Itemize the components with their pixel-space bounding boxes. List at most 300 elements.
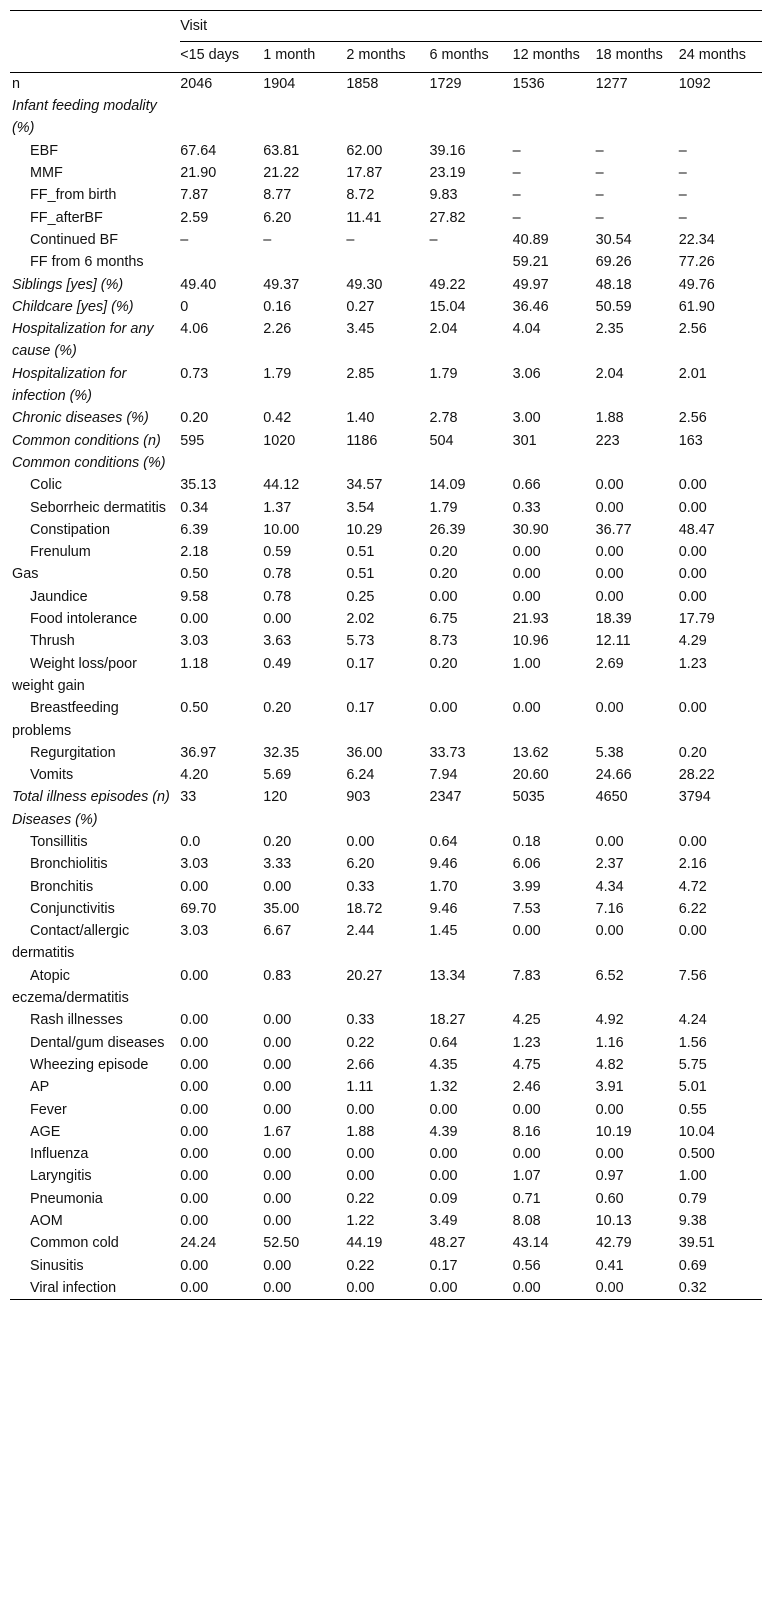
table-cell: 0.00 [346,1101,375,1118]
table-row [10,563,762,585]
table-row [10,251,762,273]
table-cell: 0.20 [429,655,458,672]
table-cell: 5.75 [678,1056,707,1073]
table-cell: 1.67 [263,1123,292,1140]
table-cell: 1904 [263,75,296,92]
table-row [10,430,762,452]
table-cell: 0.00 [595,566,624,583]
table-cell: 0.00 [263,1034,292,1051]
table-cell: 0.78 [263,566,292,583]
table-cell: 3.03 [180,856,209,873]
table-cell: 0.00 [512,588,541,605]
table-cell: 223 [595,432,620,449]
table-cell: – [678,142,687,159]
table-cell: 8.08 [512,1213,541,1230]
table-cell: 0.00 [180,1056,209,1073]
table-cell: 1.56 [678,1034,707,1051]
row-label: AP [30,1079,50,1096]
table-cell: 0.00 [429,1146,458,1163]
table-cell: 4.72 [678,878,707,895]
table-cell: 1.79 [263,365,292,382]
table-cell: 10.04 [678,1123,715,1140]
table-cell: 0.20 [180,410,209,427]
table-cell: 24.66 [595,767,632,784]
table-cell: 4.92 [595,1012,624,1029]
table-cell: 0 [180,298,189,315]
table-cell: 2.66 [346,1056,375,1073]
table-cell: 0.64 [429,833,458,850]
table-cell: – [678,187,687,204]
table-cell: 0.00 [180,1012,209,1029]
table-cell [429,452,512,474]
table-cell: 0.00 [595,544,624,561]
table-cell: 3.99 [512,878,541,895]
table-cell: 1186 [346,432,378,449]
table-cell: 6.20 [346,856,375,873]
table-cell: – [595,209,604,226]
table-cell [346,452,429,474]
row-label: FF from 6 months [30,254,144,271]
table-cell: 32.35 [263,744,300,761]
table-cell: 18.27 [429,1012,466,1029]
table-cell: 61.90 [678,298,715,315]
table-cell: 4.75 [512,1056,541,1073]
table-cell: 0.22 [346,1257,375,1274]
table-cell: 21.90 [180,165,217,182]
table-cell: 8.16 [512,1123,541,1140]
column-header: <15 days [180,42,263,73]
table-cell: 1.37 [263,499,292,516]
table-row [10,407,762,429]
column-header: 6 months [429,42,512,73]
table-cell: 23.19 [429,165,466,182]
table-row [10,318,762,363]
table-row [10,630,762,652]
row-label: Viral infection [10,1277,180,1300]
table-cell: 4.06 [180,321,209,338]
table-cell: 0.16 [263,298,292,315]
column-header: 2 months [346,42,429,73]
table-cell: 0.51 [346,566,375,583]
row-label: Bronchitis [30,878,94,895]
table-cell: 0.00 [512,1101,541,1118]
table-cell: 0.73 [180,365,209,382]
table-cell: 43.14 [512,1235,549,1252]
table-cell: 0.00 [263,611,292,628]
table-cell: – [346,231,355,248]
table-cell: 2.85 [346,365,375,382]
row-label: Vomits [30,767,74,784]
table-cell: 2.35 [595,321,624,338]
table-cell: 0.50 [180,566,209,583]
row-label: Frenulum [30,544,91,561]
row-label: Seborrheic dermatitis [30,499,166,516]
table-cell: 0.00 [512,700,541,717]
table-cell: 14.09 [429,477,466,494]
table-row [10,497,762,519]
table-cell: 0.00 [180,611,209,628]
table-cell: 0.17 [429,1257,458,1274]
table-cell: 0.00 [263,1056,292,1073]
table-cell: 1.88 [346,1123,375,1140]
table-cell: 0.00 [180,1101,209,1118]
table-header [10,11,762,73]
table-cell: 4.04 [512,321,541,338]
row-label: Infant feeding modality (%) [12,98,157,137]
data-table [10,10,762,1300]
table-cell: 0.00 [678,588,707,605]
table-cell: 10.13 [595,1213,632,1230]
table-cell: 27.82 [429,209,466,226]
table-cell: 0.00 [429,1101,458,1118]
table-cell: 21.22 [263,165,300,182]
table-cell: 36.00 [346,744,383,761]
table-cell: 1.79 [429,499,458,516]
table-cell: 0.49 [263,655,292,672]
row-label: Rash illnesses [30,1012,123,1029]
table-cell: 4.34 [595,878,624,895]
table-cell: 0.00 [512,923,541,940]
table-row [10,1188,762,1210]
table-row [10,920,762,965]
table-row [10,786,762,808]
table-cell: 28.22 [678,767,715,784]
table-cell [429,251,512,273]
table-row [10,586,762,608]
row-label: Pneumonia [30,1190,103,1207]
table-cell: 6.75 [429,611,458,628]
table-cell: 0.20 [429,544,458,561]
table-cell: 0.00 [512,1146,541,1163]
table-cell: 77.26 [678,254,715,271]
table-cell: 4.25 [512,1012,541,1029]
table-cell: 1.88 [595,410,624,427]
table-cell: 595 [180,432,205,449]
table-cell: 0.00 [595,588,624,605]
table-cell: 2.18 [180,544,209,561]
table-cell: 1.40 [346,410,375,427]
table-cell: 0.500 [678,1146,715,1163]
table-cell: 48.27 [429,1235,466,1252]
table-cell: 1.16 [595,1034,624,1051]
row-label: Sinusitis [30,1257,84,1274]
table-cell: 0.00 [263,1079,292,1096]
table-cell: 301 [512,432,537,449]
table-cell: – [512,187,521,204]
table-cell: 1.45 [429,923,458,940]
table-cell: 163 [678,432,703,449]
table-cell: 44.12 [263,477,300,494]
table-cell: 2.01 [678,365,707,382]
table-cell: 0.33 [346,1012,375,1029]
table-cell: 0.27 [346,298,375,315]
table-cell [679,809,762,831]
row-label: Conjunctivitis [30,900,115,917]
table-cell: 13.34 [429,967,466,984]
table-cell [596,452,679,474]
table-cell: 2347 [429,789,462,806]
table-cell: 0.79 [678,1190,707,1207]
table-row [10,1054,762,1076]
table-cell: 30.54 [595,231,632,248]
row-label: MMF [30,165,63,182]
table-cell: 2.56 [678,321,707,338]
table-row [10,140,762,162]
row-label: Total illness episodes (n) [12,789,170,806]
table-cell: 1.00 [512,655,541,672]
table-cell: 3.54 [346,499,375,516]
table-cell: 0.00 [180,1146,209,1163]
row-label: AOM [30,1213,63,1230]
table-cell: 0.18 [512,833,541,850]
table-cell: 5.38 [595,744,624,761]
table-cell: 0.00 [180,1277,263,1300]
table-row [10,1143,762,1165]
table-cell: 10.00 [263,521,300,538]
table-cell: 0.00 [595,477,624,494]
table-cell: – [512,165,521,182]
table-cell: 20.60 [512,767,549,784]
table-cell: 49.97 [512,276,549,293]
table-cell: 0.00 [595,833,624,850]
table-cell: 0.34 [180,499,209,516]
table-row [10,697,762,742]
row-label: Siblings [yes] (%) [12,276,124,293]
table-cell: 6.20 [263,209,292,226]
table-cell: 0.59 [263,544,292,561]
table-cell [513,95,596,140]
table-row [10,1165,762,1187]
table-cell: 12.11 [595,633,631,650]
table-cell: 0.09 [429,1190,458,1207]
table-cell: 0.0 [180,833,201,850]
row-label: Diseases (%) [12,811,98,828]
table-cell: 3.45 [346,321,375,338]
table-cell: 22.34 [678,231,715,248]
table-cell: 11.41 [346,209,382,226]
table-cell: 52.50 [263,1235,300,1252]
table-cell: 9.38 [678,1213,707,1230]
table-cell: 0.00 [263,1190,292,1207]
table-cell: 1.32 [429,1079,458,1096]
table-cell: 33 [180,789,197,806]
table-cell: 3.33 [263,856,292,873]
table-cell [513,809,596,831]
table-cell: 0.00 [678,833,707,850]
table-cell: – [678,209,687,226]
row-label: Tonsillitis [30,833,88,850]
table-row [10,742,762,764]
table-row [10,1255,762,1277]
table-cell: 0.00 [180,1168,209,1185]
table-cell: 17.87 [346,165,383,182]
row-label: Common conditions (n) [12,432,161,449]
table-cell: 120 [263,789,288,806]
table-cell: – [678,165,687,182]
row-label: Childcare [yes] (%) [12,298,134,315]
table-cell: 2.69 [595,655,624,672]
table-row [10,809,762,831]
table-cell: 67.64 [180,142,217,159]
table-cell: 4.82 [595,1056,624,1073]
row-label: Hospitalization for any cause (%) [12,321,154,360]
table-cell: 3.03 [180,633,209,650]
table-cell: 3.91 [595,1079,624,1096]
table-row [10,1099,762,1121]
table-cell: 0.33 [512,499,541,516]
table-cell: 17.79 [678,611,715,628]
table-cell: 0.33 [346,878,375,895]
table-cell: 0.00 [429,1277,512,1300]
table-cell: 2.04 [429,321,458,338]
table-row [10,1232,762,1254]
table-cell: 34.57 [346,477,383,494]
table-cell: 3.49 [429,1213,458,1230]
table-cell: 6.22 [678,900,707,917]
table-cell: 0.00 [595,1146,624,1163]
table-row [10,274,762,296]
table-cell: 2.37 [595,856,624,873]
table-cell: 33.73 [429,744,466,761]
table-cell [429,95,512,140]
table-row [10,853,762,875]
table-cell: 504 [429,432,454,449]
table-cell: 8.72 [346,187,375,204]
table-cell: 3.03 [180,923,209,940]
table-cell: 7.56 [678,967,707,984]
visit-header: Visit [180,11,762,42]
row-label: Fever [30,1101,67,1118]
table-cell: 21.93 [512,611,549,628]
table-cell [596,95,679,140]
table-row [10,764,762,786]
table-cell: 0.00 [346,1146,375,1163]
table-cell [263,251,346,273]
table-cell: 49.76 [678,276,715,293]
table-cell: 1.18 [180,655,209,672]
table-cell: 3.63 [263,633,292,650]
row-label: FF_from birth [30,187,117,204]
table-cell [263,95,346,140]
row-label: Regurgitation [30,744,116,761]
table-cell: 5.69 [263,767,292,784]
table-cell: 0.00 [595,923,624,940]
table-cell: 0.00 [346,1277,429,1300]
row-label: EBF [30,142,58,159]
table-cell: 30.90 [512,521,549,538]
table-cell: 0.22 [346,1034,375,1051]
row-label: Continued BF [30,231,118,248]
table-cell: 0.17 [346,700,375,717]
table-cell: 6.24 [346,767,375,784]
table-row [10,184,762,206]
table-cell: 0.83 [263,967,292,984]
table-cell: 6.67 [263,923,292,940]
column-header: 24 months [679,42,762,73]
table-cell: 0.60 [595,1190,624,1207]
table-row [10,1076,762,1098]
table-row [10,519,762,541]
table-cell: 4.24 [678,1012,707,1029]
table-cell: 1.23 [678,655,707,672]
table-cell: 1858 [346,75,379,92]
table-cell: – [263,231,272,248]
table-cell: 0.00 [678,923,707,940]
table-cell: 0.00 [180,878,209,895]
row-label: Hospitalization for infection (%) [12,365,127,405]
row-label: Wheezing episode [30,1056,149,1073]
table-cell: 10.19 [595,1123,632,1140]
row-label: Weight loss/poor weight gain [12,655,137,694]
table-cell: 0.20 [263,833,292,850]
table-cell [513,452,596,474]
table-cell: 1.70 [429,878,458,895]
table-cell: 0.00 [346,1168,375,1185]
header-stub-cell [10,42,180,73]
table-cell: 49.30 [346,276,383,293]
table-cell [263,809,346,831]
row-label: n [12,75,21,92]
table-cell: 59.21 [512,254,549,271]
table-cell: 1.22 [346,1213,375,1230]
table-cell: 0.00 [513,1277,596,1300]
table-cell: 20.27 [346,967,383,984]
table-cell: – [180,231,189,248]
row-label: Common cold [30,1235,119,1252]
table-cell: 69.26 [595,254,632,271]
table-cell: 36.97 [180,744,217,761]
row-label: Laryngitis [30,1168,92,1185]
table-cell: 2.44 [346,923,375,940]
table-cell: 7.83 [512,967,541,984]
table-cell [346,251,429,273]
table-cell: 4.20 [180,767,209,784]
table-cell: 7.87 [180,187,209,204]
table-cell [180,251,263,273]
table-cell: 10.29 [346,521,383,538]
row-label: Thrush [30,633,75,650]
table-row [10,608,762,630]
table-cell: 10.96 [512,633,549,650]
table-cell: 0.71 [512,1190,541,1207]
table-cell: 5.73 [346,633,375,650]
table-cell: 0.20 [429,566,458,583]
table-cell: 13.62 [512,744,549,761]
table-cell: 0.69 [678,1257,707,1274]
table-cell: 1729 [429,75,462,92]
table-cell [180,809,263,831]
table-cell: 39.51 [678,1235,715,1252]
table-cell [429,809,512,831]
table-body [10,72,762,1299]
table-cell: 35.00 [263,900,300,917]
table-cell: 39.16 [429,142,466,159]
row-label: FF_afterBF [30,209,103,226]
table-cell: 48.18 [595,276,632,293]
table-cell: 48.47 [678,521,715,538]
table-row [10,831,762,853]
table-cell: 1277 [595,75,628,92]
table-cell: 3794 [678,789,711,806]
table-row [10,898,762,920]
table-cell: 0.00 [180,1123,209,1140]
table-row [10,876,762,898]
table-cell: 7.16 [595,900,624,917]
table-cell: 42.79 [595,1235,632,1252]
row-label: Colic [30,477,62,494]
table-cell [180,95,263,140]
table-cell: 0.32 [679,1277,762,1300]
